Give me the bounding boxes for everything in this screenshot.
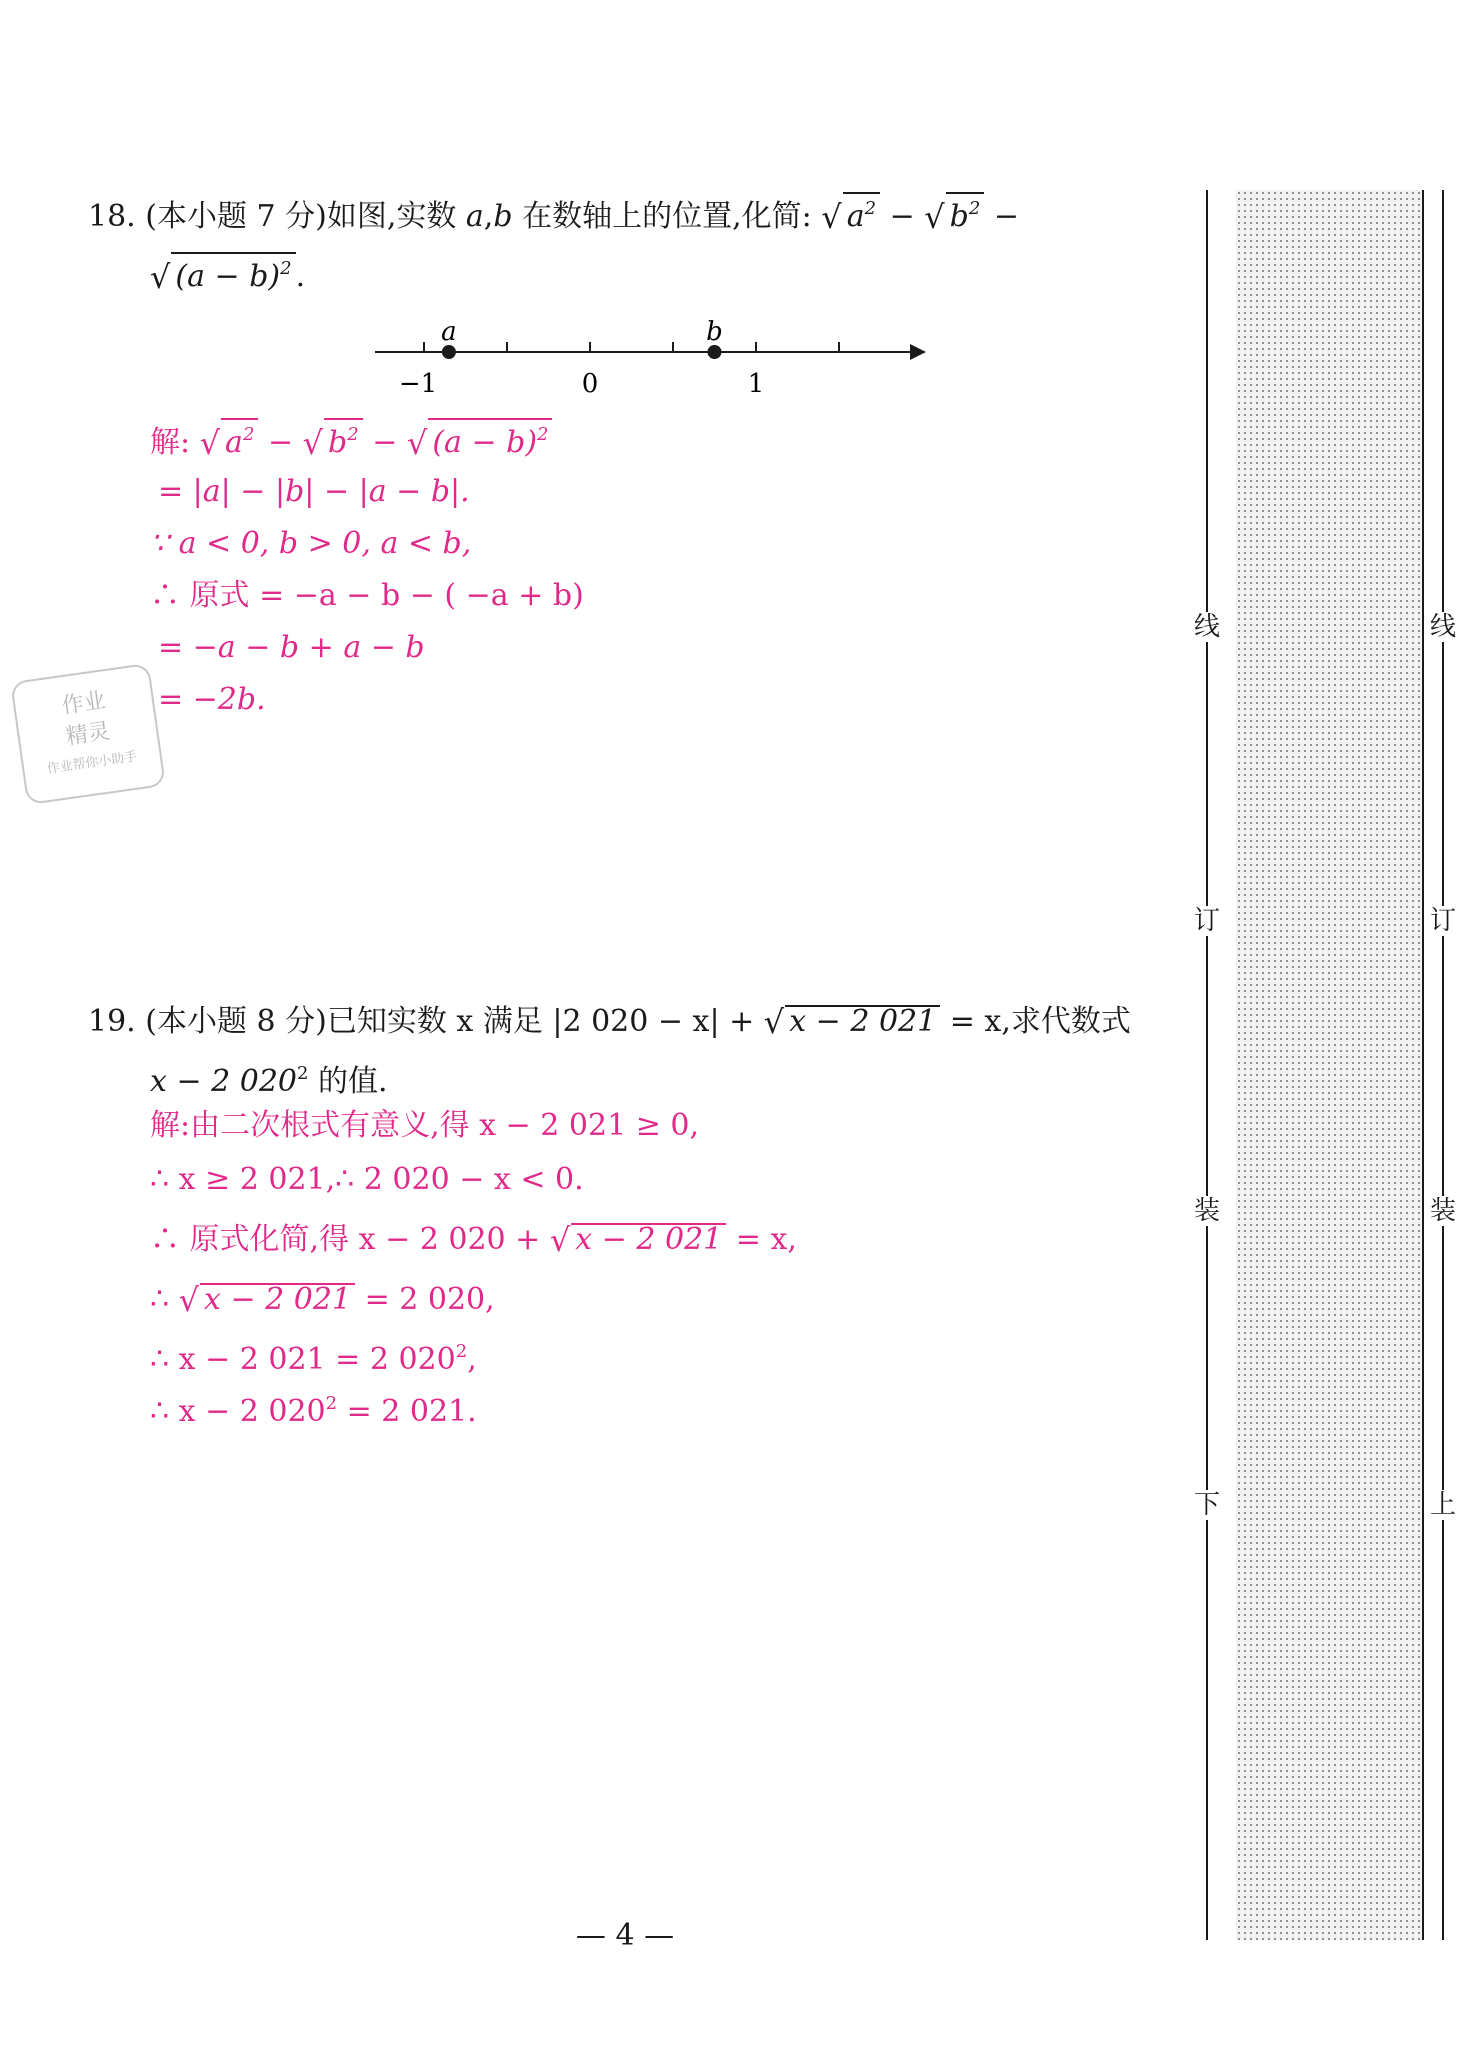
watermark-stamp: 作业 精灵 作业帮你小助手 xyxy=(10,663,166,805)
q19-solution-line4: ∴ √ x − 2 021 = 2 020, xyxy=(150,1281,495,1319)
binding-label-right-2: 订 xyxy=(1429,906,1456,936)
point-a-label: a xyxy=(441,317,457,347)
q18-title-prefix: (本小题 7 分)如图,实数 xyxy=(145,199,466,234)
q18-solution-line1: 解: √ $a^2$ − √ $b^2$ − √ $(a - b)^2$ xyxy=(150,418,552,463)
binding-label-right-1: 线 xyxy=(1429,612,1456,642)
q19-number: 19. xyxy=(88,1004,136,1039)
binding-label-left-1: 线 xyxy=(1193,612,1220,642)
point-b-label: b xyxy=(706,317,723,347)
q19-solution-line1: 解:由二次根式有意义,得 x − 2 021 ≥ 0, xyxy=(150,1108,700,1143)
binding-label-left-3: 装 xyxy=(1193,1196,1220,1226)
q19-solution-line5: ∴ x − 2 021 = 2 $020^2$, xyxy=(150,1341,477,1377)
number-line xyxy=(370,310,930,400)
binding-label-right-3: 装 xyxy=(1429,1196,1456,1226)
binding-line-left xyxy=(1206,190,1208,1940)
point-a xyxy=(442,345,456,359)
q18-solution-line6: = −2b. xyxy=(158,682,266,717)
q18-solution-line3: ∵ a < 0, b > 0, a < b, xyxy=(150,526,472,561)
q18-radical-a2: $a^2$ xyxy=(843,192,880,232)
tick-label-1: 1 xyxy=(747,369,765,399)
q18-solution-line5: = −a − b + a − b xyxy=(158,630,425,665)
q19-solution-line6: ∴ x − 2 $020^2 = 2$ 021. xyxy=(150,1393,477,1429)
q18-solution-line2: = |a| − |b| − |a − b|. xyxy=(158,474,470,509)
tick-label-0: 0 xyxy=(581,369,599,399)
q18-number: 18. xyxy=(88,199,136,234)
q18-line1: 18. (本小题 7 分)如图,实数 a,b 在数轴上的位置,化简: √ $a^2$ − √ $b^2$ − xyxy=(88,192,1019,237)
q18-radical-b2: $b^2$ xyxy=(946,192,985,232)
q19-line2: x − 2 $020^2$ 的值. xyxy=(150,1063,388,1099)
q18-radical-ab2: $(a - b)^2$ xyxy=(171,252,295,292)
q19-solution-line3: ∴ 原式化简,得 x − 2 020 + √ x − 2 021 = x, xyxy=(150,1221,797,1259)
page-number: — 4 — xyxy=(575,1918,675,1953)
number-line-ticks xyxy=(424,342,839,352)
q18-title-suffix: 在数轴上的位置,化简: xyxy=(512,199,812,234)
q19-line1: 19. (本小题 8 分)已知实数 x 满足 |2 020 − x| + √ x − 2 021 = x,求代数式 xyxy=(88,1003,1131,1041)
binding-line-right xyxy=(1442,190,1444,1940)
binding-label-left-4: 下 xyxy=(1193,1490,1220,1520)
binding-label-right-4: 上 xyxy=(1429,1490,1456,1520)
tick-label-neg1: −1 xyxy=(398,369,438,399)
binding-dotted-band xyxy=(1236,190,1422,1940)
binding-label-left-2: 订 xyxy=(1193,906,1220,936)
point-b xyxy=(708,345,722,359)
q19-solution-line2: ∴ x ≥ 2 021,∴ 2 020 − x < 0. xyxy=(150,1162,584,1197)
q18-line2: √ $(a - b)^2$ . xyxy=(150,252,305,297)
binding-line-right-inner xyxy=(1422,190,1424,1940)
q18-solution-line4: ∴ 原式 = −a − b − ( −a + b) xyxy=(150,578,584,613)
number-line-arrow xyxy=(910,344,926,360)
